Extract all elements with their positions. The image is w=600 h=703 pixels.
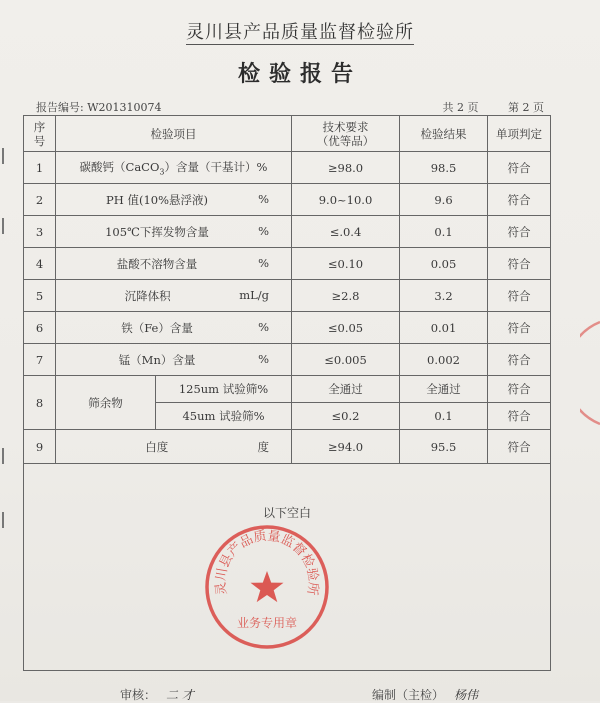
row-result: 0.1	[400, 216, 488, 248]
row-requirement: 全通过	[292, 376, 400, 403]
row-subitem: 125um 试验筛%	[156, 376, 292, 403]
row-item-name: 锰（Mn）含量	[118, 352, 196, 367]
row-result: 0.05	[400, 248, 488, 280]
row-requirement: 9.0~10.0	[292, 184, 400, 216]
report-number-value: W201310074	[87, 101, 162, 114]
col-header-requirement: 技术要求 （优等品）	[292, 116, 400, 152]
row-verdict: 符合	[488, 216, 551, 248]
row-item-unit: %	[258, 351, 269, 366]
seal-center-text: 业务专用章	[236, 616, 298, 630]
official-seal	[203, 523, 331, 651]
organization-name: 灵川县产品质量监督检验所	[186, 22, 414, 43]
row-result: 95.5	[400, 430, 488, 464]
binding-hole-mark	[2, 148, 4, 164]
partial-seal-mark	[580, 318, 600, 428]
row-item	[56, 184, 292, 216]
table-row	[24, 312, 551, 344]
row-item: 碳酸钙（CaCO$_3$）含量（干基计）%	[56, 152, 292, 184]
row-item-name: 铁（Fe）含量	[121, 320, 193, 335]
row-result: 全通过	[400, 376, 488, 403]
col-header-result: 检验结果	[400, 116, 488, 152]
row-item	[56, 216, 292, 248]
row-result: 9.6	[400, 184, 488, 216]
compiler	[372, 686, 478, 703]
row-no: 4	[24, 248, 56, 280]
row-requirement: ≤0.10	[292, 248, 400, 280]
row-verdict: 符合	[488, 376, 551, 403]
table-row	[24, 280, 551, 312]
table-row	[24, 184, 551, 216]
reviewer-signature: 二 才	[166, 688, 194, 702]
table-row	[24, 248, 551, 280]
seal-star-icon	[251, 571, 284, 602]
row-requirement: ≥94.0	[292, 430, 400, 464]
row-no: 3	[24, 216, 56, 248]
row-subitem: 45um 试验筛%	[156, 403, 292, 430]
row-no: 5	[24, 280, 56, 312]
table-row	[24, 152, 551, 184]
binding-hole-mark	[2, 448, 4, 464]
row-verdict: 符合	[488, 403, 551, 430]
row-item-unit: %	[258, 191, 269, 206]
compiler-label: 编制（主检）	[372, 688, 445, 702]
row-requirement: ≤0.2	[292, 403, 400, 430]
row-no: 6	[24, 312, 56, 344]
row-item-name: 盐酸不溶物含量	[116, 256, 198, 271]
row-requirement: ≥2.8	[292, 280, 400, 312]
report-number-label: 报告编号:	[36, 101, 84, 114]
row-no: 1	[24, 152, 56, 184]
row-verdict: 符合	[488, 152, 551, 184]
row-item-name: PH 值(10%悬浮液)	[106, 192, 209, 207]
row-no: 9	[24, 430, 56, 464]
report-title: 检验报告	[237, 61, 362, 87]
row-requirement: ≤.0.4	[292, 216, 400, 248]
report-number	[36, 99, 162, 115]
row-item	[56, 248, 292, 280]
compiler-signature: 杨伟	[454, 688, 479, 702]
row-item-unit: %	[258, 319, 269, 334]
col-header-verdict: 单项判定	[488, 116, 551, 152]
reviewer-label: 审核：	[120, 688, 157, 702]
table-row	[24, 430, 551, 464]
row-requirement: ≤0.005	[292, 344, 400, 376]
row-requirement: ≥98.0	[292, 152, 400, 184]
binding-hole-mark	[2, 218, 4, 234]
row-item-unit: %	[258, 223, 269, 238]
current-page: 第 2 页	[508, 101, 544, 114]
row-result: 3.2	[400, 280, 488, 312]
table-row	[24, 376, 551, 403]
row-requirement: ≤0.05	[292, 312, 400, 344]
page-indicator	[443, 99, 545, 115]
row-no: 8	[24, 376, 56, 430]
row-item-unit: 度	[257, 439, 269, 454]
row-item	[56, 344, 292, 376]
row-item	[56, 280, 292, 312]
row-verdict: 符合	[488, 312, 551, 344]
reviewer	[120, 686, 194, 703]
row-result: 0.01	[400, 312, 488, 344]
binding-hole-mark	[2, 512, 4, 528]
row-item: 筛余物	[56, 376, 156, 430]
row-item	[56, 430, 292, 464]
row-verdict: 符合	[488, 344, 551, 376]
row-item-unit: %	[258, 255, 269, 270]
row-item-name: 105℃下挥发物含量	[105, 224, 209, 239]
table-header-row	[24, 116, 551, 152]
row-verdict: 符合	[488, 430, 551, 464]
total-pages: 共 2 页	[442, 101, 479, 114]
table-row	[24, 216, 551, 248]
row-result: 0.002	[400, 344, 488, 376]
row-verdict: 符合	[488, 184, 551, 216]
col-header-no: 序 号	[24, 116, 56, 152]
seal-ring-text: 灵川县产品质量监督检验所	[213, 528, 321, 596]
row-no: 2	[24, 184, 56, 216]
col-header-item: 检验项目	[56, 116, 292, 152]
row-verdict: 符合	[488, 280, 551, 312]
row-item-name: 沉降体积	[124, 288, 171, 303]
row-result: 98.5	[400, 152, 488, 184]
row-item-unit: mL/g	[239, 287, 269, 302]
row-item-name: 白度	[145, 439, 169, 454]
row-item	[56, 312, 292, 344]
row-verdict: 符合	[488, 248, 551, 280]
row-no: 7	[24, 344, 56, 376]
blank-note: 以下空白	[262, 506, 311, 520]
row-result: 0.1	[400, 403, 488, 430]
table-row	[24, 344, 551, 376]
